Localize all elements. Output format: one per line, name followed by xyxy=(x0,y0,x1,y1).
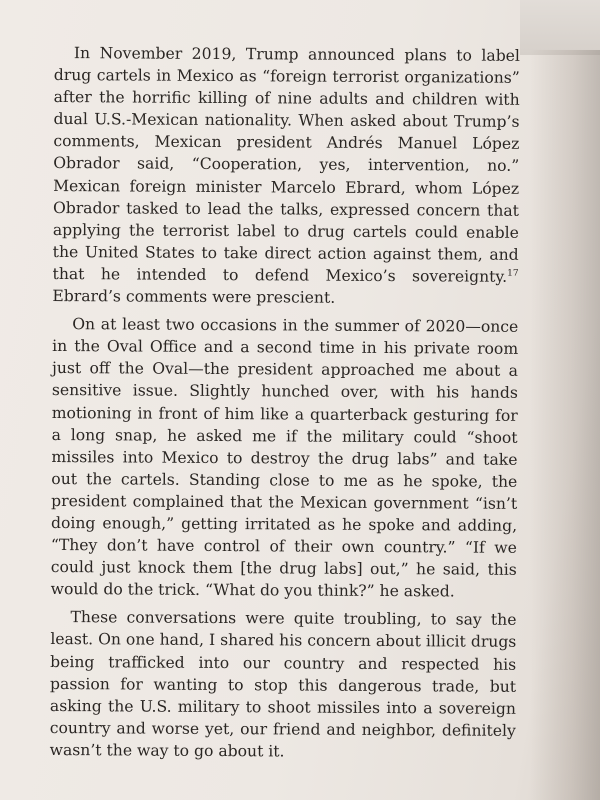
paragraph-1-text: In November 2019, Trump announced plans to label drug cartels in Mexico as “foreign terrorist organizations” after the horrific killing of nine adults and children with dual U.S.-Mexican nationality. When asked about Trump’s comments, Mexican president Andrés Manuel López Obrador said, “Cooperation, yes, intervention, no.” Mexican foreign minister Marcelo Ebrard, whom López Obrador tasked to lead the talks, expressed concern that applying the terrorist label to drug cartels could enable the United States to take direct action against them, and that he intended to defend Mexico’s sovereignty. xyxy=(52,44,520,286)
body-text xyxy=(50,42,520,770)
footnote-reference: 17 xyxy=(507,268,519,279)
paragraph-1-text-end: Ebrard’s comments were prescient. xyxy=(52,287,336,307)
paragraph-3: These conversations were quite troubling, to say the least. On one hand, I shared his concern about illicit drugs being trafficked into our country and respected his passion for wanting to stop this dangerous trade, but asking the U.S. military to shoot missiles into a sovereign country and worse yet, our friend and neighbor, definitely wasn’t the way to go about it. xyxy=(49,608,517,761)
page-edge-band xyxy=(520,0,600,55)
paragraph-2: On at least two occasions in the summer of 2020—once in the Oval Office and a second time in his private room just off the Oval—the president approached me about a sensitive issue. Slightly hunched over, with his hands motioning in front of him like a quarterback gesturing for a long snap, he asked me if the military could “shoot missiles into Mexico to destroy the drug labs” and take out the cartels. Standing close to me as he spoke, the president complained that the Mexican government “isn’t doing enough,” getting irritated as he spoke and adding, “They don’t have control of their own country.” “If we could just knock them [the drug labs] out,” he said, this would do the trick. “What do you think?” he asked. xyxy=(50,315,519,601)
page-shadow xyxy=(530,50,600,800)
paragraph-1 xyxy=(52,42,520,310)
